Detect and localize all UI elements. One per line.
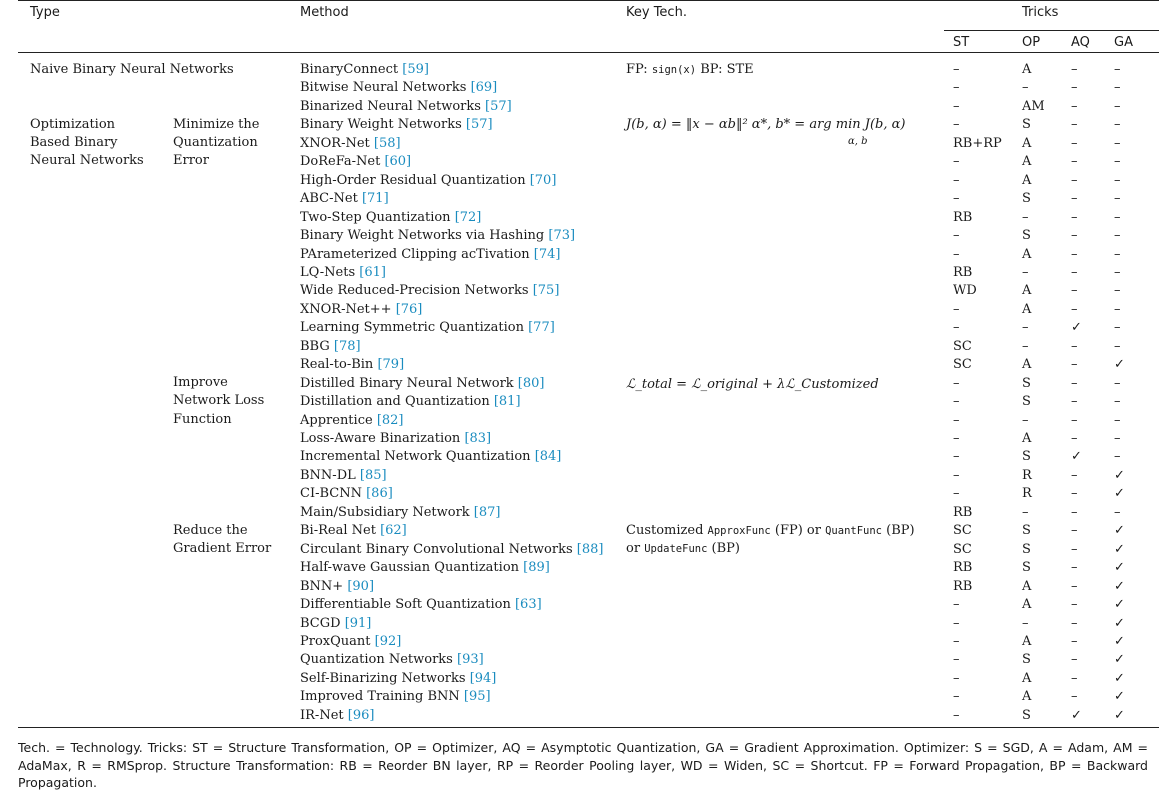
trick-aq-cell: – xyxy=(1071,394,1078,410)
trick-st-cell: SC xyxy=(953,523,972,539)
trick-op-cell: S xyxy=(1022,394,1031,410)
trick-st-cell: RB xyxy=(953,264,973,280)
kt-fp-or: (FP) or xyxy=(770,523,826,538)
method-name: Main/Subsidiary Network xyxy=(300,504,474,520)
trick-op-cell: AM xyxy=(1022,98,1045,114)
trick-st-cell: RB xyxy=(953,578,973,594)
trick-aq-cell: ✓ xyxy=(1071,707,1082,723)
method-row-name xyxy=(300,670,496,688)
citation-link[interactable]: [91] xyxy=(344,615,372,631)
method-row-name xyxy=(300,633,401,651)
trick-aq-cell: – xyxy=(1071,467,1078,483)
trick-aq-cell: – xyxy=(1071,80,1078,96)
trick-st-cell: – xyxy=(953,228,960,244)
trick-aq-cell: – xyxy=(1071,228,1078,244)
trick-aq-cell: – xyxy=(1071,117,1078,133)
method-row-name xyxy=(300,301,422,319)
trick-st-cell: – xyxy=(953,98,960,114)
method-row-name xyxy=(300,467,387,485)
citation-link[interactable]: [74] xyxy=(533,246,561,262)
trick-ga-cell: – xyxy=(1114,449,1121,465)
trick-aq-cell: – xyxy=(1071,375,1078,391)
trick-ga-cell: ✓ xyxy=(1114,652,1125,668)
trick-ga-cell: ✓ xyxy=(1114,541,1125,557)
trick-ga-cell: – xyxy=(1114,228,1121,244)
trick-ga-cell: ✓ xyxy=(1114,689,1125,705)
citation-link[interactable]: [57] xyxy=(485,98,512,114)
header-rule xyxy=(18,52,1159,53)
method-name: Circulant Binary Convolutional Networks xyxy=(300,541,577,557)
trick-ga-cell: ✓ xyxy=(1114,707,1125,723)
method-name: High-Order Residual Quantization xyxy=(300,172,530,188)
citation-link[interactable]: [81] xyxy=(493,394,521,410)
keytech-min-quant-error-subscript: α, b xyxy=(848,136,868,147)
trick-aq-cell: – xyxy=(1071,264,1078,280)
bottom-rule xyxy=(18,727,1159,728)
citation-link[interactable]: [57] xyxy=(465,117,493,133)
trick-op-cell: – xyxy=(1022,615,1029,631)
trick-st-cell: – xyxy=(953,301,960,317)
keytech-reduce-gradient-line1 xyxy=(626,522,915,540)
method-name: Wide Reduced-Precision Networks xyxy=(300,283,533,299)
trick-ga-cell: ✓ xyxy=(1114,670,1125,686)
trick-st-cell: – xyxy=(953,412,960,428)
method-name: Distilled Binary Neural Network xyxy=(300,375,518,391)
method-row-name xyxy=(300,688,491,706)
method-row-name xyxy=(300,264,386,282)
trick-ga-cell: – xyxy=(1114,98,1121,114)
subgroup-improve-loss-2: Network Loss xyxy=(173,393,265,408)
trick-ga-cell: ✓ xyxy=(1114,486,1125,502)
method-name: Loss-Aware Binarization xyxy=(300,431,465,446)
citation-link[interactable]: [61] xyxy=(359,264,386,280)
trick-st-cell: SC xyxy=(953,541,972,557)
trick-ga-cell: – xyxy=(1114,338,1121,354)
trick-aq-cell: – xyxy=(1071,283,1078,299)
trick-aq-cell: ✓ xyxy=(1071,449,1082,465)
trick-aq-cell: – xyxy=(1071,209,1078,225)
method-name: XNOR-Net xyxy=(300,135,374,151)
trick-aq-cell: – xyxy=(1071,154,1078,170)
method-name: BNN-DL xyxy=(300,467,360,483)
trick-aq-cell: – xyxy=(1071,486,1078,502)
trick-st-cell: – xyxy=(953,467,960,483)
trick-ga-cell: ✓ xyxy=(1114,615,1125,631)
citation-link[interactable]: [85] xyxy=(359,467,387,483)
trick-aq-cell: – xyxy=(1071,652,1078,668)
trick-st-cell: – xyxy=(953,449,960,465)
trick-op-cell: – xyxy=(1022,264,1029,280)
trick-st-cell: – xyxy=(953,117,960,133)
trick-ga-cell: – xyxy=(1114,154,1121,170)
trick-ga-cell: ✓ xyxy=(1114,523,1125,539)
method-row-name xyxy=(300,282,559,300)
trick-st-cell: SC xyxy=(953,338,972,354)
trick-op-cell: A xyxy=(1022,135,1032,151)
trick-op-cell: – xyxy=(1022,504,1029,520)
trick-op-cell: A xyxy=(1022,597,1032,613)
method-row-name xyxy=(300,485,393,503)
method-row-name xyxy=(300,338,361,356)
citation-link[interactable]: [89] xyxy=(523,560,550,576)
trick-op-cell: A xyxy=(1022,431,1032,446)
citation-link[interactable]: [80] xyxy=(517,375,545,391)
trick-op-cell: S xyxy=(1022,191,1031,207)
trick-st-cell: – xyxy=(953,670,960,686)
header-method: Method xyxy=(300,5,349,20)
citation-link[interactable]: [79] xyxy=(377,357,405,373)
citation-link[interactable]: [72] xyxy=(454,209,482,225)
trick-st-cell: – xyxy=(953,394,960,410)
trick-st-cell: – xyxy=(953,633,960,649)
method-row-name xyxy=(300,319,555,337)
method-row-name xyxy=(300,375,544,393)
trick-st-cell: – xyxy=(953,375,960,391)
method-row-name xyxy=(300,522,407,540)
top-rule xyxy=(18,0,1159,1)
method-name: LQ-Nets xyxy=(300,264,360,280)
trick-aq-cell: – xyxy=(1071,560,1078,576)
trick-st-cell: – xyxy=(953,431,960,446)
trick-op-cell: S xyxy=(1022,375,1031,391)
trick-ga-cell: ✓ xyxy=(1114,560,1125,576)
trick-ga-cell: – xyxy=(1114,135,1121,151)
method-row-name xyxy=(300,430,491,448)
trick-aq-cell: – xyxy=(1071,541,1078,557)
citation-link[interactable]: [82] xyxy=(376,412,404,428)
trick-ga-cell: – xyxy=(1114,283,1121,299)
trick-op-cell: A xyxy=(1022,578,1032,594)
tricks-underline xyxy=(944,30,1159,31)
trick-aq-cell: – xyxy=(1071,523,1078,539)
method-name: Learning Symmetric Quantization xyxy=(300,320,529,336)
trick-aq-cell: – xyxy=(1071,246,1078,262)
trick-st-cell: – xyxy=(953,652,960,668)
trick-ga-cell: – xyxy=(1114,431,1121,446)
kt-bp: (BP) xyxy=(882,523,915,538)
subgroup-improve-loss-1: Improve xyxy=(173,375,228,390)
method-name: Self-Binarizing Networks xyxy=(300,670,470,686)
keytech-naive-fp: FP: xyxy=(626,62,652,77)
method-row-name xyxy=(300,209,481,227)
trick-aq-cell: – xyxy=(1071,338,1078,354)
method-row-name xyxy=(300,227,575,245)
trick-st-cell: – xyxy=(953,320,960,336)
header-aq: AQ xyxy=(1071,35,1090,50)
trick-st-cell: RB+RP xyxy=(953,135,1002,151)
citation-link[interactable]: [77] xyxy=(528,320,555,336)
kt-or: or xyxy=(626,541,645,556)
trick-ga-cell: ✓ xyxy=(1114,467,1125,483)
subgroup-min-quant-error-1: Minimize the xyxy=(173,117,260,132)
trick-st-cell: RB xyxy=(953,209,973,225)
trick-st-cell: – xyxy=(953,486,960,502)
trick-aq-cell: – xyxy=(1071,615,1078,631)
trick-op-cell: A xyxy=(1022,301,1032,317)
keytech-improve-loss-equation: ℒ_total = ℒ_original + λℒ_Customized xyxy=(626,377,879,392)
method-name: Half-wave Gaussian Quantization xyxy=(300,560,524,576)
method-name: ABC-Net xyxy=(300,191,362,207)
header-tricks: Tricks xyxy=(1022,5,1059,20)
trick-op-cell: R xyxy=(1022,486,1032,502)
trick-aq-cell: – xyxy=(1071,578,1078,594)
method-name: BBG xyxy=(300,338,334,354)
trick-ga-cell: – xyxy=(1114,264,1121,280)
kt-approxfunc: ApproxFunc xyxy=(707,525,771,537)
trick-op-cell: A xyxy=(1022,246,1032,262)
trick-ga-cell: ✓ xyxy=(1114,357,1125,373)
trick-st-cell: RB xyxy=(953,504,973,520)
citation-link[interactable]: [84] xyxy=(534,449,562,465)
method-name: PArameterized Clipping acTivation xyxy=(300,246,534,262)
trick-aq-cell: – xyxy=(1071,191,1078,207)
citation-link[interactable]: [59] xyxy=(402,62,429,77)
trick-ga-cell: – xyxy=(1114,80,1121,96)
method-row-name xyxy=(300,116,493,134)
trick-st-cell: – xyxy=(953,707,960,723)
method-row-name xyxy=(300,172,556,190)
trick-aq-cell: – xyxy=(1071,597,1078,613)
method-row-name xyxy=(300,79,497,97)
keytech-naive-bp: BP: STE xyxy=(696,62,754,77)
citation-link[interactable]: [93] xyxy=(457,652,484,668)
method-name: Bitwise Neural Networks xyxy=(300,80,471,96)
method-name: Binary Weight Networks xyxy=(300,117,466,133)
method-name: BinaryConnect xyxy=(300,62,403,77)
method-name: Binary Weight Networks via Hashing xyxy=(300,228,549,244)
citation-link[interactable]: [96] xyxy=(347,707,375,723)
trick-op-cell: A xyxy=(1022,62,1032,77)
citation-link[interactable]: [76] xyxy=(395,301,423,317)
method-name: Bi-Real Net xyxy=(300,523,381,539)
trick-ga-cell: – xyxy=(1114,117,1121,133)
trick-st-cell: – xyxy=(953,615,960,631)
method-name: BCGD xyxy=(300,615,345,631)
subgroup-min-quant-error-3: Error xyxy=(173,153,209,168)
citation-link[interactable]: [70] xyxy=(529,172,557,188)
trick-st-cell: SC xyxy=(953,357,972,373)
method-name: Quantization Networks xyxy=(300,652,457,668)
trick-op-cell: R xyxy=(1022,467,1032,483)
trick-ga-cell: – xyxy=(1114,412,1121,428)
trick-aq-cell: – xyxy=(1071,62,1078,77)
method-name: CI-BCNN xyxy=(300,486,367,502)
trick-ga-cell: – xyxy=(1114,191,1121,207)
header-ga: GA xyxy=(1114,35,1133,50)
trick-op-cell: A xyxy=(1022,283,1032,299)
trick-op-cell: S xyxy=(1022,652,1031,668)
method-row-name xyxy=(300,651,484,669)
trick-aq-cell: – xyxy=(1071,689,1078,705)
method-row-name xyxy=(300,393,521,411)
kt-updatefunc: UpdateFunc xyxy=(644,543,708,555)
citation-link[interactable]: [95] xyxy=(463,689,491,705)
method-row-name xyxy=(300,578,374,596)
group-optimization-2: Based Binary xyxy=(30,135,118,150)
trick-st-cell: – xyxy=(953,597,960,613)
trick-op-cell: A xyxy=(1022,357,1032,373)
trick-aq-cell: – xyxy=(1071,431,1078,446)
trick-op-cell: – xyxy=(1022,412,1029,428)
citation-link[interactable]: [71] xyxy=(361,191,389,207)
method-row-name xyxy=(300,356,404,374)
method-name: Distillation and Quantization xyxy=(300,394,494,410)
trick-st-cell: – xyxy=(953,246,960,262)
trick-aq-cell: – xyxy=(1071,504,1078,520)
method-row-name xyxy=(300,153,411,171)
header-op: OP xyxy=(1022,35,1041,50)
trick-aq-cell: – xyxy=(1071,633,1078,649)
citation-link[interactable]: [62] xyxy=(380,523,407,539)
method-name: Apprentice xyxy=(300,412,377,428)
trick-ga-cell: – xyxy=(1114,320,1121,336)
footnote: Tech. = Technology. Tricks: ST = Structure Transformation, OP = Optimizer, AQ = Asymptotic Quantization, GA = Gradient Approximation. Optimizer: S = SGD, A = Adam, AM = AdaMax, R = RMSprop. Structure Transformation: RB = Reorder BN layer, RP = Reorder Pooling layer, WD = Widen, SC = Shortcut. FP = Forward Propagation, BP = Backward Propagation. xyxy=(18,740,1148,790)
trick-st-cell: – xyxy=(953,172,960,188)
keytech-min-quant-error-equation: J(b, α) = ‖x − αb‖² α*, b* = arg min J(b, α) xyxy=(626,117,906,132)
trick-st-cell: – xyxy=(953,191,960,207)
subgroup-min-quant-error-2: Quantization xyxy=(173,135,258,150)
subgroup-reduce-gradient-2: Gradient Error xyxy=(173,541,272,556)
citation-link[interactable]: [94] xyxy=(469,670,497,686)
group-optimization-3: Neural Networks xyxy=(30,153,144,168)
keytech-naive-sign: sign(x) xyxy=(651,64,697,76)
trick-op-cell: A xyxy=(1022,172,1032,188)
kt-bp2: (BP) xyxy=(707,541,740,556)
trick-aq-cell: – xyxy=(1071,135,1078,151)
trick-op-cell: S xyxy=(1022,449,1031,465)
method-name: DoReFa-Net xyxy=(300,154,385,170)
trick-op-cell: A xyxy=(1022,670,1032,686)
citation-link[interactable]: [60] xyxy=(384,154,412,170)
citation-link[interactable]: [92] xyxy=(374,633,402,649)
citation-link[interactable]: [63] xyxy=(514,597,542,613)
citation-link[interactable]: [86] xyxy=(366,486,393,502)
method-row-name xyxy=(300,246,560,264)
method-row-name xyxy=(300,615,371,633)
method-row-name xyxy=(300,596,542,614)
trick-ga-cell: – xyxy=(1114,504,1121,520)
trick-op-cell: S xyxy=(1022,560,1031,576)
trick-op-cell: – xyxy=(1022,338,1029,354)
trick-ga-cell: – xyxy=(1114,301,1121,317)
citation-link[interactable]: [58] xyxy=(373,135,401,151)
citation-link[interactable]: [87] xyxy=(473,504,501,520)
keytech-reduce-gradient-line2 xyxy=(626,540,740,558)
trick-aq-cell: – xyxy=(1071,301,1078,317)
trick-st-cell: – xyxy=(953,80,960,96)
kt-quantfunc: QuantFunc xyxy=(825,525,883,537)
trick-ga-cell: – xyxy=(1114,172,1121,188)
method-row-name xyxy=(300,504,500,522)
trick-op-cell: S xyxy=(1022,117,1031,133)
trick-aq-cell: – xyxy=(1071,172,1078,188)
method-name: Improved Training BNN xyxy=(300,689,464,705)
trick-op-cell: – xyxy=(1022,209,1029,225)
trick-op-cell: – xyxy=(1022,320,1029,336)
citation-link[interactable]: [78] xyxy=(333,338,361,354)
trick-ga-cell: ✓ xyxy=(1114,597,1125,613)
subgroup-improve-loss-3: Function xyxy=(173,412,232,427)
trick-aq-cell: – xyxy=(1071,670,1078,686)
trick-aq-cell: ✓ xyxy=(1071,320,1082,336)
method-name: XNOR-Net++ xyxy=(300,301,396,317)
trick-ga-cell: – xyxy=(1114,62,1121,77)
method-row-name xyxy=(300,98,512,116)
method-name: IR-Net xyxy=(300,707,348,723)
method-name: Real-to-Bin xyxy=(300,357,378,373)
trick-op-cell: S xyxy=(1022,707,1031,723)
trick-op-cell: S xyxy=(1022,541,1031,557)
header-type: Type xyxy=(30,5,60,20)
trick-op-cell: A xyxy=(1022,154,1032,170)
method-row-name xyxy=(300,135,401,153)
trick-op-cell: S xyxy=(1022,523,1031,539)
citation-link[interactable]: [90] xyxy=(347,578,375,594)
kt-customized: Customized xyxy=(626,523,708,538)
trick-aq-cell: – xyxy=(1071,412,1078,428)
method-name: Differentiable Soft Quantization xyxy=(300,597,515,613)
method-row-name xyxy=(300,190,389,208)
trick-op-cell: A xyxy=(1022,689,1032,705)
method-name: ProxQuant xyxy=(300,633,375,649)
citation-link[interactable]: [69] xyxy=(470,80,498,96)
trick-aq-cell: – xyxy=(1071,357,1078,373)
trick-ga-cell: – xyxy=(1114,394,1121,410)
method-row-name xyxy=(300,559,550,577)
trick-ga-cell: – xyxy=(1114,375,1121,391)
trick-ga-cell: ✓ xyxy=(1114,633,1125,649)
group-optimization-1: Optimization xyxy=(30,117,116,132)
group-naive: Naive Binary Neural Networks xyxy=(30,62,234,77)
trick-ga-cell: ✓ xyxy=(1114,578,1125,594)
keytech-naive xyxy=(626,61,754,79)
method-name: Incremental Network Quantization xyxy=(300,449,535,465)
trick-st-cell: – xyxy=(953,154,960,170)
method-row-name xyxy=(300,707,374,725)
method-name: Two-Step Quantization xyxy=(300,209,455,225)
trick-aq-cell: – xyxy=(1071,98,1078,114)
trick-ga-cell: – xyxy=(1114,246,1121,262)
header-keytech: Key Tech. xyxy=(626,5,687,20)
citation-link[interactable]: [73] xyxy=(548,228,576,244)
trick-st-cell: WD xyxy=(953,283,977,299)
method-row-name xyxy=(300,61,429,79)
trick-st-cell: – xyxy=(953,62,960,77)
header-st: ST xyxy=(953,35,970,50)
citation-link[interactable]: [75] xyxy=(532,283,560,299)
trick-st-cell: RB xyxy=(953,560,973,576)
method-name: BNN+ xyxy=(300,578,348,594)
method-row-name xyxy=(300,448,561,466)
subgroup-reduce-gradient-1: Reduce the xyxy=(173,523,248,538)
citation-link[interactable]: [83] xyxy=(464,431,492,446)
method-row-name xyxy=(300,541,603,559)
trick-st-cell: – xyxy=(953,689,960,705)
citation-link[interactable]: [88] xyxy=(576,541,604,557)
trick-ga-cell: – xyxy=(1114,209,1121,225)
trick-op-cell: – xyxy=(1022,80,1029,96)
trick-op-cell: A xyxy=(1022,633,1032,649)
method-name: Binarized Neural Networks xyxy=(300,98,486,114)
method-row-name xyxy=(300,412,404,430)
trick-op-cell: S xyxy=(1022,228,1031,244)
